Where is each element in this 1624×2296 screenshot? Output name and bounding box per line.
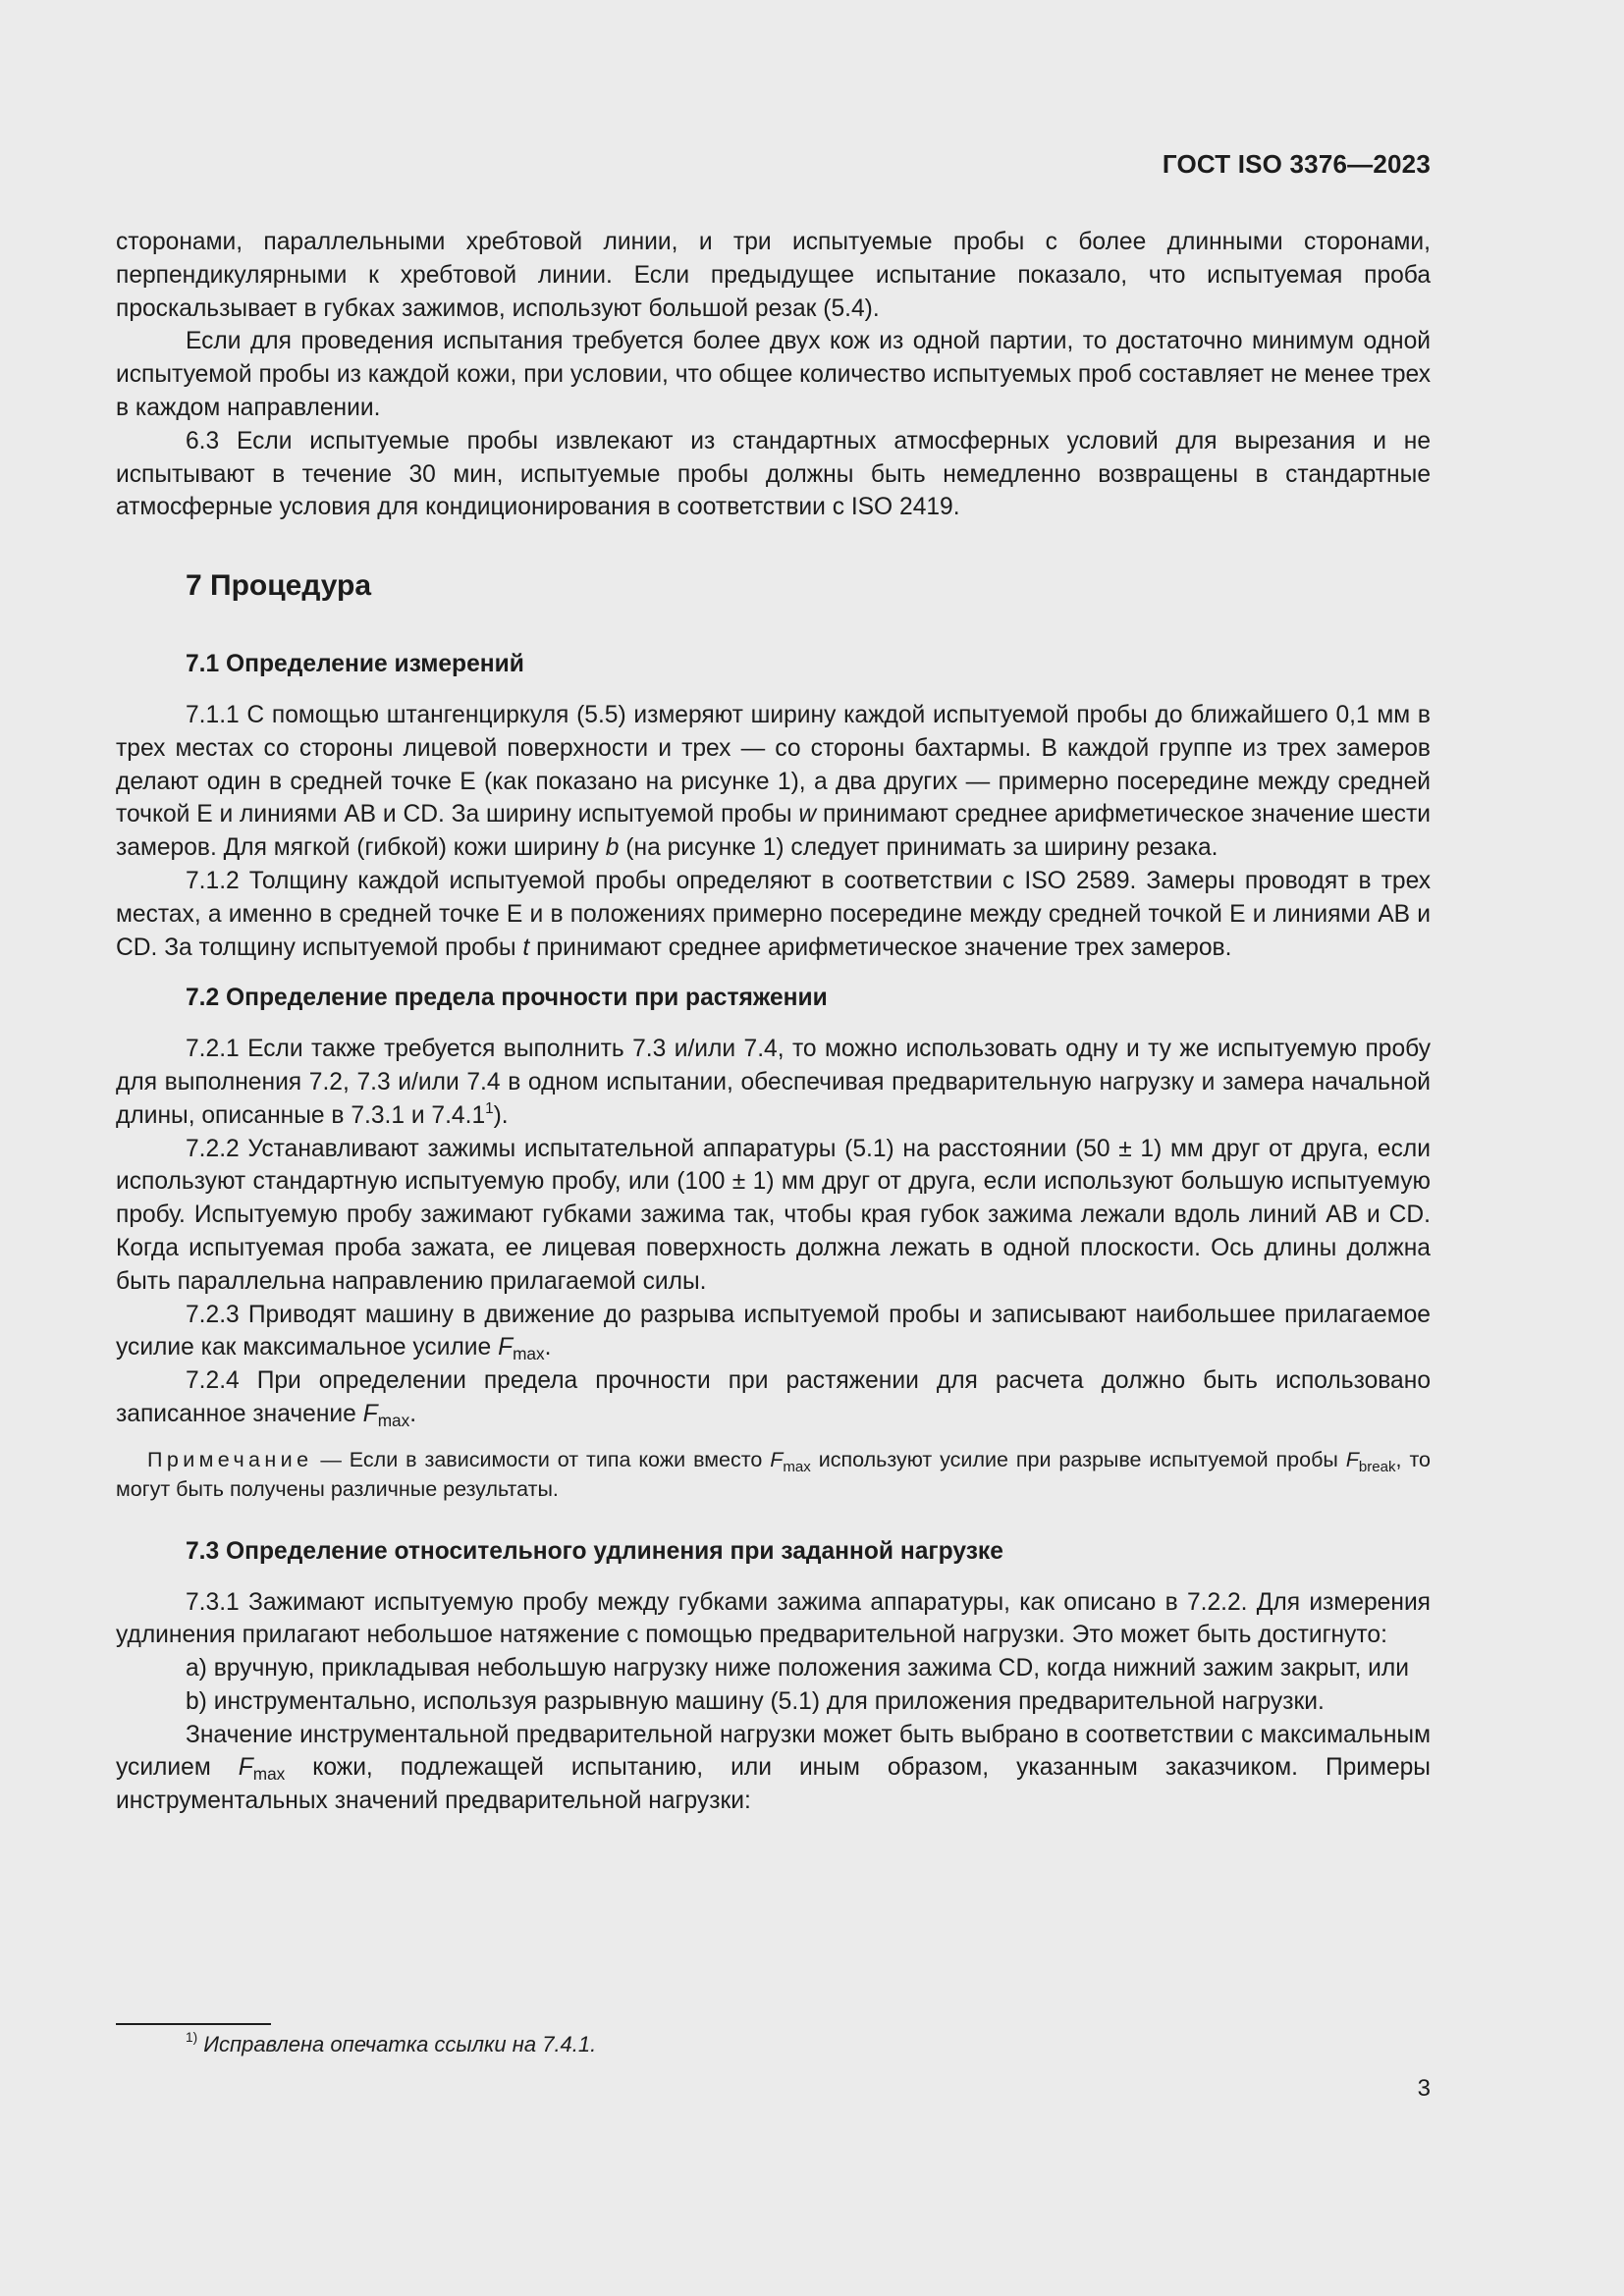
paragraph-two-skins: Если для проведения испытания требуется более двух кож из одной партии, то достаточно минимум одной испытуемой пробы из каждой кожи, при условии, что общее количество испытуемых проб составляет не менее трех в каждом направлении. [116, 328, 1431, 421]
paragraph-7-1-2: 7.1.2 Толщину каждой испытуемой пробы определяют в соответствии с ISO 2589. Замеры проводят в трех местах, а именно в средней точке E и в положениях примерно посередине между средней точкой E и линиями AB и CD. За толщину испытуемой пробы t принимают среднее арифметическое значение трех замеров. [116, 867, 1431, 961]
variable-f-max: F [238, 1754, 253, 1782]
footnote-divider [116, 2023, 271, 2025]
page-number: 3 [1417, 2075, 1431, 2102]
variable-t: t [522, 934, 530, 961]
variable-f-max: F [498, 1334, 514, 1362]
note-label: Примечание [147, 1447, 313, 1471]
paragraph-7-1-1: 7.1.1 С помощью штангенциркуля (5.5) измеряют ширину каждой испытуемой пробы до ближайшего 0,1 мм в трех местах со стороны лицевой поверхности и трех — со стороны бахтармы. В каждой группе из трех замеров делают один в средней точке E (как показано на рисунке 1), а два других — примерно посередине между средней точкой E и линиями AB и CD. За ширину испытуемой пробы w принимают среднее арифметическое значение шести замеров. Для мягкой (гибкой) кожи ширину b (на рисунке 1) следует принимать за ширину резака. [116, 701, 1431, 862]
subsection-7-1-title: 7.1 Определение измерений [186, 651, 524, 678]
paragraph-7-2-3: 7.2.3 Приводят машину в движение до разрыва испытуемой пробы и записывают наибольшее прилагаемое усилие как максимальное усилие $F_{max}$. [116, 1301, 1431, 1364]
footnote-text: Исправлена опечатка ссылки на 7.4.1. [197, 2032, 597, 2056]
body-text [116, 226, 1431, 1818]
subsection-7-3-title: 7.3 Определение относительного удлинения при заданной нагрузке [186, 1537, 1003, 1565]
variable-b: b [605, 834, 620, 862]
list-item-b: b) инструментально, используя разрывную машину (5.1) для приложения предварительной нагрузки. [186, 1687, 1325, 1715]
paragraph-7-2-4: 7.2.4 При определении предела прочности при растяжении для расчета должно быть использовано записанное значение $F_{max}$. [116, 1367, 1431, 1430]
footnote [186, 2030, 596, 2059]
list-item-a: a) вручную, прикладывая небольшую нагрузку ниже положения зажима CD, когда нижний зажим закрыт, или [186, 1655, 1409, 1682]
document-page [116, 0, 1431, 2296]
variable-f-max: F [362, 1400, 378, 1427]
paragraph-7-3-1: 7.3.1 Зажимают испытуемую пробу между губками зажима аппаратуры, как описано в 7.2.2. Для измерения удлинения прилагают небольшое натяжение с помощью предварительной нагрузки. Это может быть достигнуто: [116, 1588, 1431, 1649]
variable-w: w [798, 801, 817, 828]
paragraph-preload: Значение инструментальной предварительной нагрузки может быть выбрано в соответствии с максимальным усилием $F_{max}$ кожи, подлежащей испытанию, или иным образом, указанным заказчиком. Примеры инструментальных значений предварительной нагрузки: [116, 1721, 1431, 1815]
footnote-ref: 1 [485, 1099, 494, 1117]
paragraph-6-3: 6.3 Если испытуемые пробы извлекают из стандартных атмосферных условий для вырезания и не испытывают в течение 30 мин, испытуемые пробы должны быть немедленно возвращены в стандартные атмосферные условия для кондиционирования в соответствии с ISO 2419. [116, 427, 1431, 521]
standard-code-header: ГОСТ ISO 3376—2023 [1162, 149, 1431, 179]
section-7-title: 7 Процедура [186, 569, 372, 603]
paragraph-continued: сторонами, параллельными хребтовой линии, и три испытуемые пробы с более длинными сторонами, перпендикулярными к хребтовой линии. Если предыдущее испытание показало, что испытуемая проба проскальзывает в губках зажимов, используют большой резак (5.4). [116, 229, 1431, 322]
note: Примечание — Если в зависимости от типа кожи вместо $F_{max}$ используют усилие при разрыве испытуемой пробы $F_{break}$, то могут быть получены различные результаты. [116, 1447, 1432, 1501]
paragraph-7-2-1: 7.2.1 Если также требуется выполнить 7.3 и/или 7.4, то можно использовать одну и ту же испытуемую пробу для выполнения 7.2, 7.3 и/или 7.4 в одном испытании, обеспечивая предварительную нагрузку и замера начальной длины, описанные в 7.3.1 и 7.4.1$^1$). [116, 1036, 1431, 1129]
subsection-7-2-title: 7.2 Определение предела прочности при растяжении [186, 985, 828, 1012]
paragraph-7-2-2: 7.2.2 Устанавливают зажимы испытательной аппаратуры (5.1) на расстоянии (50 ± 1) мм друг от друга, если используют стандартную испытуемую пробу, или (100 ± 1) мм друг от друга, если используют большую испытуемую пробу. Испытуемую пробу зажимают губками зажима так, чтобы края губок зажима лежали вдоль линий AB и CD. Когда испытуемая проба зажата, ее лицевая поверхность должна лежать в одной плоскости. Ось длины должна быть параллельна направлению прилагаемой силы. [116, 1135, 1431, 1295]
footnote-marker: 1) [186, 2030, 198, 2045]
